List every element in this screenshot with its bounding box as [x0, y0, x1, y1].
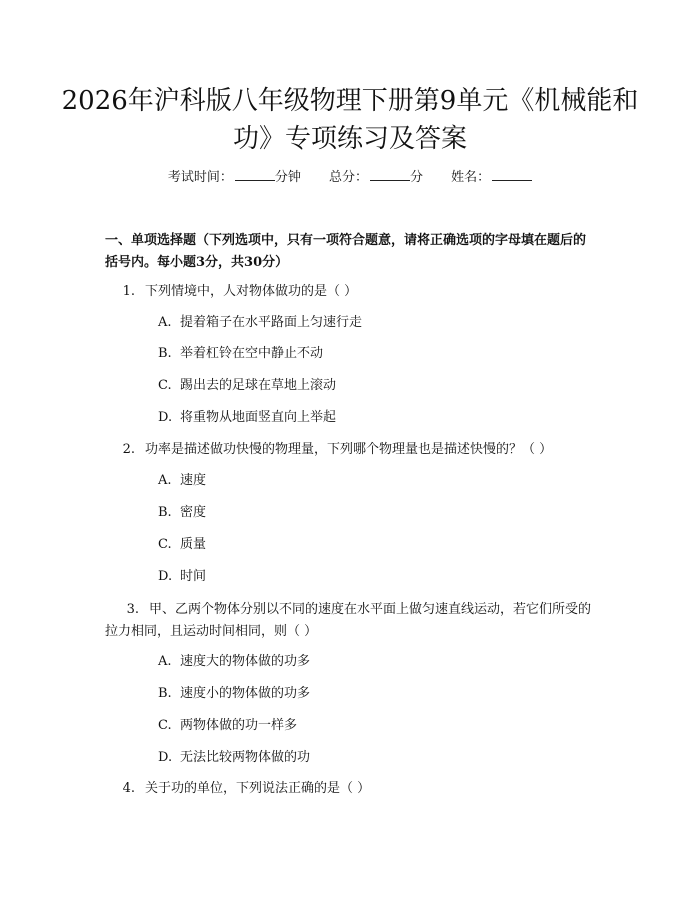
section-heading: 一、单项选择题（下列选项中，只有一项符合题意，请将正确选项的字母填在题后的括号内。每小题3分，共30分） [105, 233, 587, 270]
question-number: 4. [122, 781, 135, 796]
question-3-option-b [158, 684, 310, 704]
question-2-option-a [158, 471, 206, 491]
option-text: 将重物从地面竖直向上举起 [180, 410, 337, 425]
option-text: 速度小的物体做的功多 [180, 686, 311, 701]
option-letter: C. [158, 378, 172, 393]
exam-info [0, 168, 700, 188]
option-letter: D. [158, 750, 173, 765]
option-letter: D. [158, 410, 173, 425]
option-text: 两物体做的功一样多 [180, 718, 298, 733]
option-letter: B. [158, 346, 172, 361]
option-letter: A. [158, 315, 172, 330]
student-name-field [451, 170, 532, 185]
option-text: 速度大的物体做的功多 [180, 654, 311, 669]
question-text: 甲、乙两个物体分别以不同的速度在水平面上做匀速直线运动，若它们所受的拉力相同，且运动时间相同，则（ ） [105, 602, 592, 639]
question-number: 2. [122, 442, 135, 457]
total-score-field [329, 170, 427, 185]
option-letter: A. [158, 473, 172, 488]
document-title: 2026年沪科版八年级物理下册第9单元《机械能和功》专项练习及答案 [61, 86, 639, 154]
option-letter: D. [158, 569, 173, 584]
question-3 [105, 599, 600, 643]
question-2-option-c [158, 535, 206, 555]
question-3-option-c [158, 716, 297, 736]
question-1-option-a [158, 313, 362, 333]
option-text: 密度 [180, 505, 207, 520]
question-text: 下列情境中，人对物体做功的是（ ） [145, 284, 358, 299]
question-2-option-d [158, 567, 206, 587]
exam-time-blank [235, 168, 275, 181]
option-text: 无法比较两物体做的功 [180, 750, 311, 765]
exam-time-unit: 分钟 [274, 170, 301, 185]
option-text: 质量 [180, 537, 207, 552]
option-text: 踢出去的足球在草地上滚动 [180, 378, 337, 393]
option-letter: C. [158, 537, 172, 552]
exam-time-label: 考试时间： [167, 170, 233, 185]
question-number: 3. [126, 602, 139, 617]
option-text: 时间 [180, 569, 207, 584]
question-3-option-d [158, 748, 310, 768]
question-2-option-b [158, 503, 206, 523]
exam-time-field [168, 170, 305, 185]
total-score-blank [370, 168, 410, 181]
option-text: 举着杠铃在空中静止不动 [180, 346, 324, 361]
question-text: 功率是描述做功快慢的物理量，下列哪个物理量也是描述快慢的？（ ） [145, 442, 553, 457]
question-1-option-d [158, 408, 336, 428]
question-4 [105, 778, 600, 800]
question-1-option-b [158, 344, 323, 364]
option-text: 提着箱子在水平路面上匀速行走 [180, 315, 363, 330]
question-number: 1. [122, 284, 135, 299]
student-name-blank [492, 168, 532, 181]
question-1 [105, 281, 600, 303]
question-text: 关于功的单位，下列说法正确的是（ ） [145, 781, 371, 796]
question-3-option-a [158, 652, 310, 672]
question-2 [105, 439, 600, 461]
question-1-option-c [158, 376, 336, 396]
option-letter: B. [158, 686, 172, 701]
option-text: 速度 [180, 473, 207, 488]
total-score-unit: 分 [410, 170, 424, 185]
option-letter: B. [158, 505, 172, 520]
student-name-label: 姓名： [451, 170, 491, 185]
option-letter: A. [158, 654, 172, 669]
total-score-label: 总分： [328, 170, 368, 185]
option-letter: C. [158, 718, 172, 733]
